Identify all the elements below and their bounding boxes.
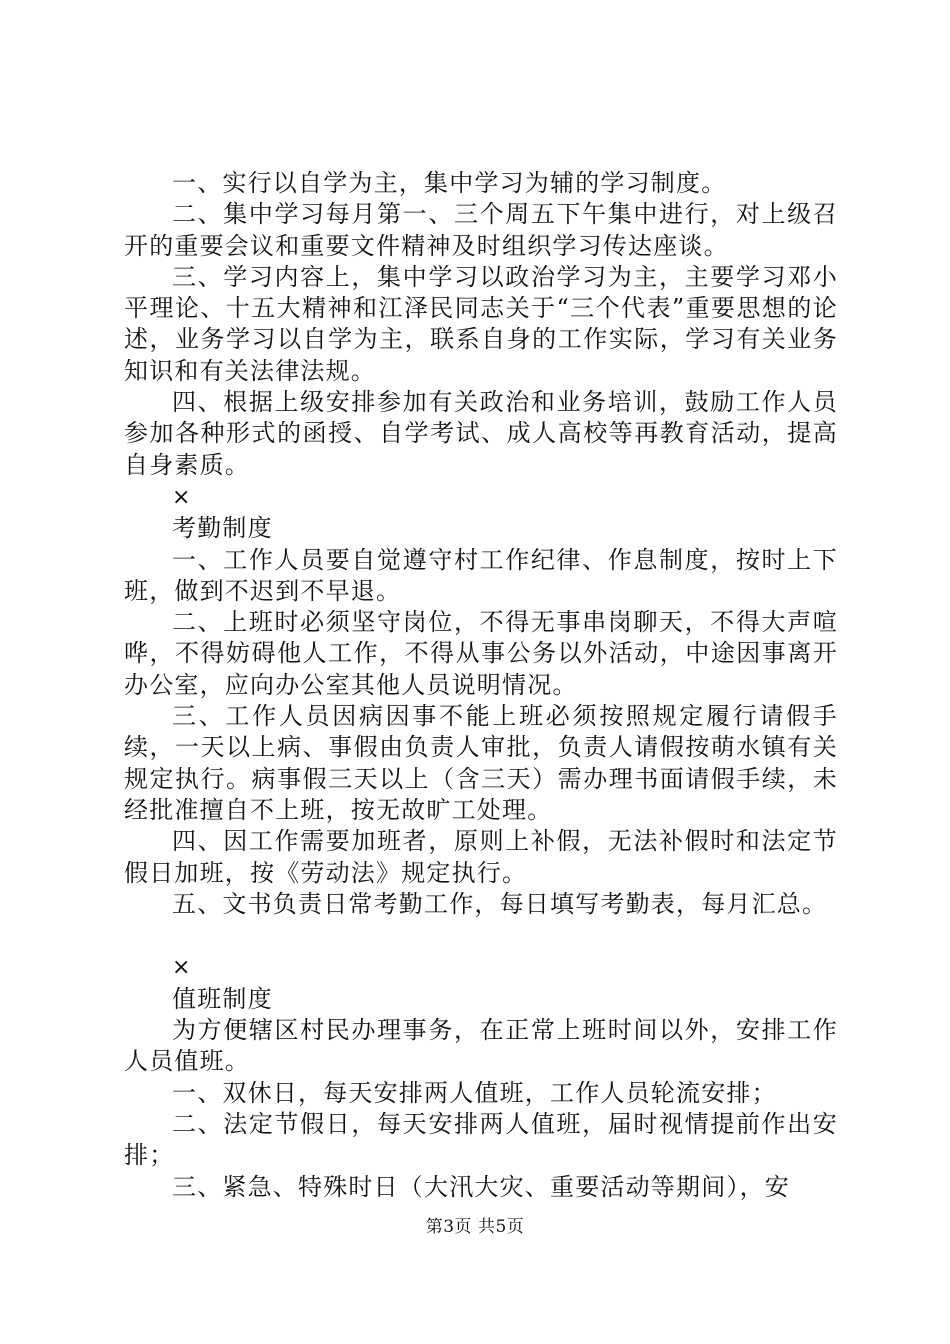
document-body bbox=[124, 168, 838, 1203]
duty-item-1: 一、双休日，每天安排两人值班，工作人员轮流安排； bbox=[172, 1078, 777, 1107]
attendance-item-2: 二、上班时必须坚守岗位，不得无事串岗聊天，不得大声喧哗，不得妨碍他人工作，不得从事公务以外活动，中途因事离开办公室，应向办公室其他人员说明情况。 bbox=[124, 608, 838, 699]
attendance-item-5: 五、文书负责日常考勤工作，每日填写考勤表，每月汇总。 bbox=[172, 889, 828, 918]
section-divider-2 bbox=[124, 951, 838, 983]
duty-intro: 为方便辖区村民办理事务，在正常上班时间以外，安排工作人员值班。 bbox=[124, 1016, 838, 1076]
study-item-4: 四、根据上级安排参加有关政治和业务培训，鼓励工作人员参加各种形式的函授、自学考试、成人高校等再教育活动，提高自身素质。 bbox=[124, 388, 838, 479]
divider-mark: × bbox=[172, 484, 192, 510]
study-item-2: 二、集中学习每月第一、三个周五下午集中进行，对上级召开的重要会议和重要文件精神及时组织学习传达座谈。 bbox=[124, 200, 838, 260]
duty-item-2: 二、法定节假日，每天安排两人值班，届时视情提前作出安排； bbox=[124, 1109, 838, 1170]
attendance-item-4: 四、因工作需要加班者，原则上补假，无法补假时和法定节假日加班，按《劳动法》规定执行。 bbox=[124, 827, 838, 887]
study-item-3: 三、学习内容上，集中学习以政治学习为主，主要学习邓小平理论、十五大精神和江泽民同志关于“三个代表”重要思想的论述，业务学习以自学为主，联系自身的工作实际，学习有关业务知识和有关法律法规。 bbox=[124, 262, 838, 385]
section-divider-1 bbox=[124, 481, 838, 513]
attendance-title: 考勤制度 bbox=[172, 514, 273, 543]
attendance-item-1: 一、工作人员要自觉遵守村工作纪律、作息制度，按时上下班，做到不迟到不早退。 bbox=[124, 545, 838, 605]
attendance-item-3: 三、工作人员因病因事不能上班必须按照规定履行请假手续，一天以上病、事假由负责人审批，负责人请假按萌水镇有关规定执行。病事假三天以上（含三天）需办理书面请假手续，未经批准擅自不上班，按无故旷工处理。 bbox=[124, 702, 838, 824]
page-number-label: 第3页 共5页 bbox=[425, 1217, 525, 1237]
divider-mark: × bbox=[172, 955, 192, 981]
duty-title: 值班制度 bbox=[172, 984, 273, 1013]
duty-item-3: 三、紧急、特殊时日（大汛大灾、重要活动等期间），安 bbox=[172, 1172, 790, 1201]
page-footer bbox=[0, 1216, 950, 1238]
blank-line bbox=[124, 920, 838, 951]
study-item-1: 一、实行以自学为主，集中学习为辅的学习制度。 bbox=[172, 169, 727, 197]
